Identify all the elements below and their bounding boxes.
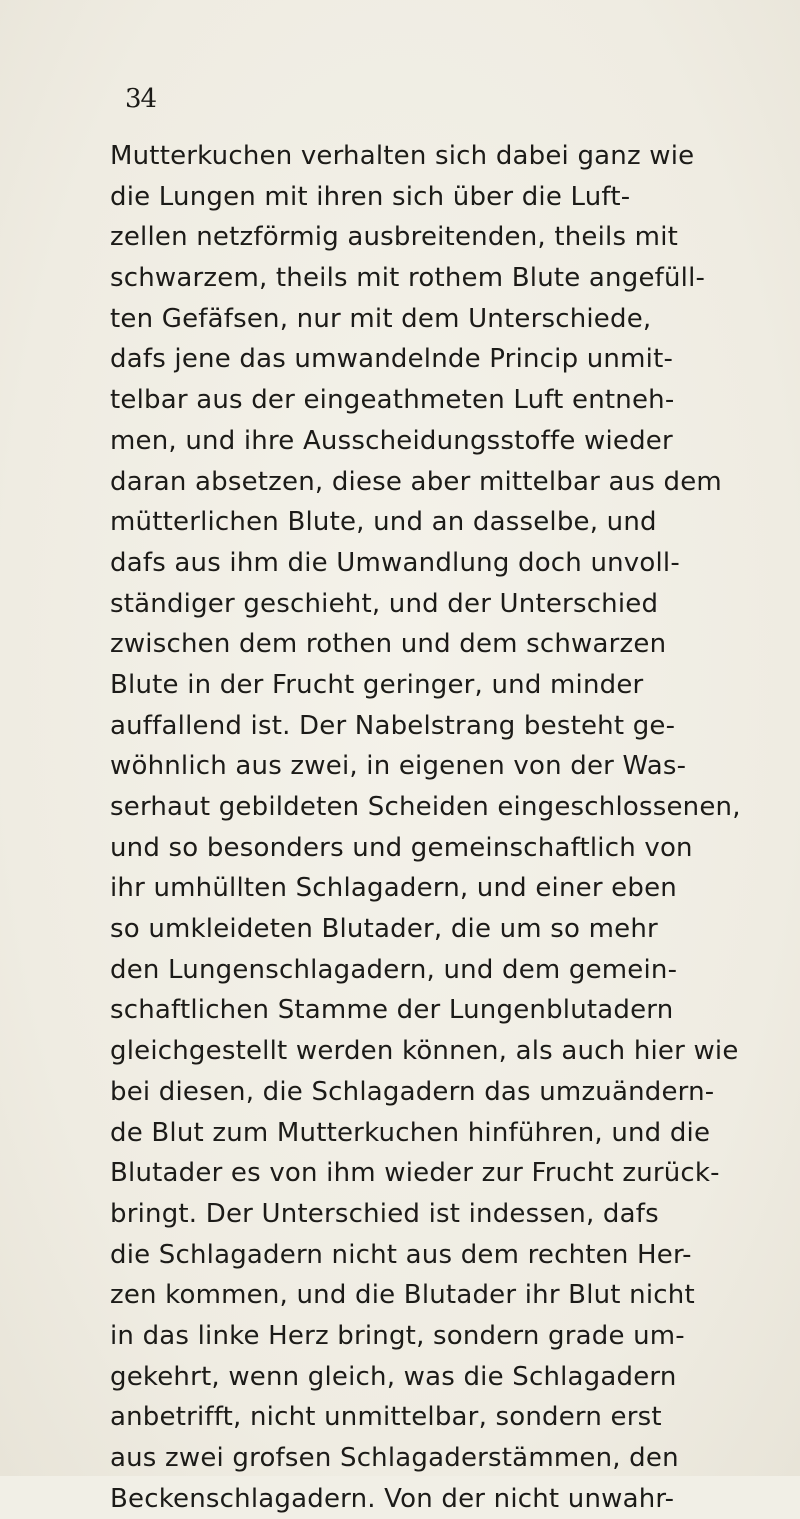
text-line: schwarzem, theils mit rothem Blute angefüll- (110, 263, 706, 294)
text-line: schaftlichen Stamme der Lungenblutadern (110, 995, 674, 1026)
text-line: dafs jene das umwandelnde Princip unmit- (110, 344, 674, 375)
text-line: und so besonders und gemeinschaftlich von (110, 832, 693, 863)
text-line: anbetrifft, nicht unmittelbar, sondern erst (110, 1402, 662, 1433)
text-line: zellen netzförmig ausbreitenden, theils mit (110, 222, 679, 253)
text-line: ihr umhüllten Schlagadern, und einer eben (110, 873, 677, 904)
text-line: men, und ihre Ausscheidungsstoffe wieder (110, 425, 673, 456)
text-line: Blute in der Frucht geringer, und minder (110, 669, 644, 700)
text-line: Blutader es von ihm wieder zur Frucht zurück- (110, 1158, 720, 1189)
text-line: zen kommen, und die Blutader ihr Blut nicht (110, 1280, 695, 1311)
text-line: daran absetzen, diese aber mittelbar aus dem (110, 466, 722, 497)
text-line: die Schlagadern nicht aus dem rechten Her- (110, 1239, 692, 1270)
text-line: mütterlichen Blute, und an dasselbe, und (110, 507, 657, 538)
text-line: gleichgestellt werden können, als auch hier wie (110, 1036, 739, 1067)
text-line: ständiger geschieht, und der Unterschied (110, 588, 659, 619)
text-line: de Blut zum Mutterkuchen hinführen, und die (110, 1117, 711, 1148)
text-line: die Lungen mit ihren sich über die Luft- (110, 181, 631, 212)
text-line: telbar aus der eingeathmeten Luft entneh- (110, 385, 675, 416)
text-line: aus zwei grofsen Schlagaderstämmen, den (110, 1443, 679, 1473)
text-line: so umkleideten Blutader, die um so mehr (110, 914, 658, 945)
text-line: bei diesen, die Schlagadern das umzuändern- (110, 1076, 715, 1107)
text-line: dafs aus ihm die Umwandlung doch unvoll- (110, 547, 680, 578)
text-line: gekehrt, wenn gleich, was die Schlagadern (110, 1361, 677, 1392)
text-line: in das linke Herz bringt, sondern grade um- (110, 1320, 685, 1351)
text-line: serhaut gebildeten Scheiden eingeschlossenen, (110, 792, 741, 822)
text-line: zwischen dem rothen und dem schwarzen (110, 629, 667, 660)
text-line: bringt. Der Unterschied ist indessen, dafs (110, 1198, 659, 1229)
text-line: wöhnlich aus zwei, in eigenen von der Was- (110, 751, 687, 782)
text-line: ten Gefäfsen, nur mit dem Unterschiede, (110, 303, 652, 334)
body-text (110, 136, 790, 1519)
page-number: 34 (125, 84, 157, 114)
text-line: Beckenschlagadern. Von der nicht unwahr- (110, 1483, 675, 1514)
text-line: den Lungenschlagadern, und dem gemein- (110, 954, 678, 985)
text-line: Mutterkuchen verhalten sich dabei ganz wie (110, 141, 695, 171)
text-line: auffallend ist. Der Nabelstrang besteht ge- (110, 710, 676, 741)
